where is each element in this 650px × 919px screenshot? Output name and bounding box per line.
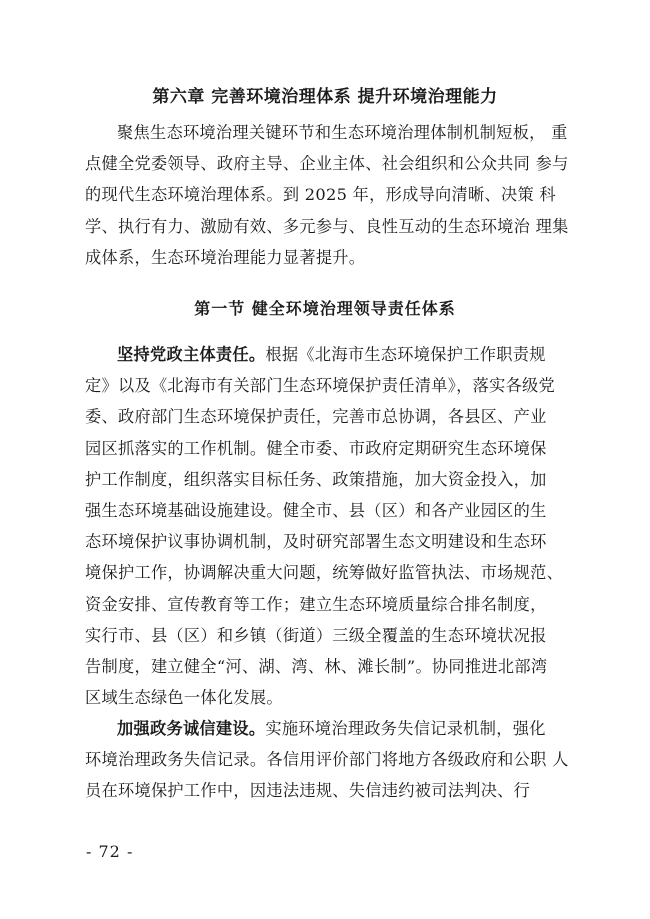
paragraph-line: 委、政府部门生态环境保护责任，完善市总协调，各县区、产业 [85,407,547,427]
paragraph-first-line [85,713,585,744]
paragraph-line: 强生态环境基础设施建设。健全市、县（区）和各产业园区的生 [85,500,547,520]
paragraph-text: 实施环境治理政务失信记录机制，强化 [265,719,546,738]
intro-line: 成体系，生态环境治理能力显著提升。 [85,247,366,267]
paragraph-text: 根据《北海市生态环境保护工作职责规 [265,345,546,364]
section-title: 第一节 健全环境治理领导责任体系 [194,299,456,318]
paragraph-line: 护工作制度，组织落实目标任务、政策措施，加大资金投入，加 [85,469,547,489]
paragraph-line: 区域生态绿色一体化发展。 [85,688,283,708]
intro-line: 聚焦生态环境治理关键环节和生态环境治理体制机制短板， 重 [117,123,568,142]
intro-paragraph [85,117,585,273]
intro-line: 点健全党委领导、政府主导、企业主体、社会组织和公众共同 参与 [85,154,569,174]
paragraph-heading: 加强政务诚信建设。 [117,719,266,738]
paragraph-line: 告制度，建立健全“河、湖、湾、林、滩长制”。协同推进北部湾 [85,656,548,676]
party-responsibility-paragraph [85,339,585,713]
paragraph-line: 定》以及《北海市有关部门生态环境保护责任清单》，落实各级党 [85,376,556,396]
paragraph-heading: 坚持党政主体责任。 [117,345,266,364]
paragraph-line: 态环境保护议事协调机制，及时研究部署生态文明建设和生态环 [85,532,547,552]
integrity-paragraph [85,713,585,807]
paragraph-line: 园区抓落实的工作机制。健全市委、市政府定期研究生态环境保 [85,438,547,458]
paragraph-line: 资金安排、宣传教育等工作；建立生态环境质量综合排名制度， [85,594,547,614]
paragraph-first-line [85,339,585,370]
paragraph-line: 环境治理政务失信记录。各信用评价部门将地方各级政府和公职 人 [85,750,569,770]
intro-line: 学、执行有力、激励有效、多元参与、良性互动的生态环境治 理集 [85,216,569,236]
paragraph-line: 实行市、县（区）和乡镇（街道）三级全覆盖的生态环境状况报 [85,625,547,645]
paragraph-line: 员在环境保护工作中，因违法违规、失信违约被司法判决、行 [85,781,531,801]
paragraph-line: 境保护工作，协调解决重大问题，统筹做好监管执法、市场规范、 [85,563,564,583]
page-number: - 72 - [86,842,134,861]
intro-line: 的现代生态环境治理体系。到 2025 年，形成导向清晰、决策 科 [85,185,556,205]
chapter-title: 第六章 完善环境治理体系 提升环境治理能力 [152,87,498,107]
